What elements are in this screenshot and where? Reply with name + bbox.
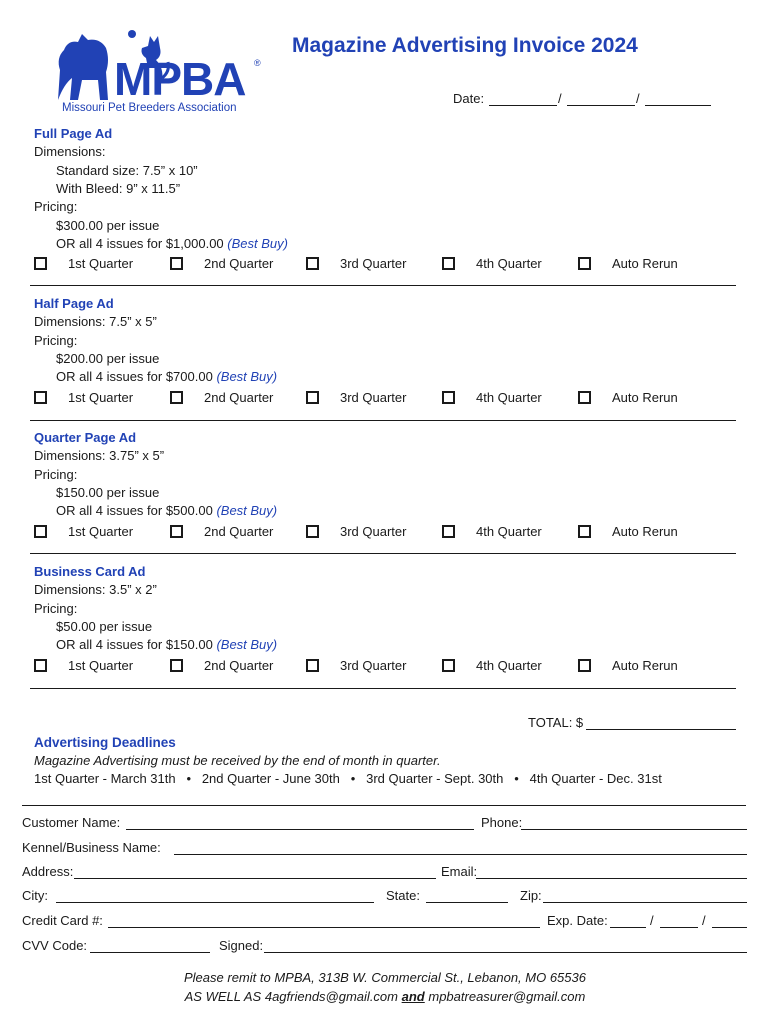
- checkbox-4th-quarter[interactable]: [442, 257, 455, 270]
- customer-name-label: Customer Name:: [22, 815, 121, 830]
- per-issue-price: $200.00 per issue: [56, 350, 160, 366]
- date-sep-2: /: [636, 91, 640, 106]
- logo-subtitle: Missouri Pet Breeders Association: [62, 102, 237, 114]
- option-auto-rerun-label: Auto Rerun: [612, 256, 678, 272]
- phone-field[interactable]: [521, 829, 747, 830]
- option-4th-quarter-label: 4th Quarter: [476, 657, 542, 673]
- option-2nd-quarter-label: 2nd Quarter: [204, 389, 274, 405]
- dimensions-label: Dimensions: 7.5” x 5”: [34, 314, 157, 330]
- footer-and: and: [401, 989, 425, 1004]
- footer-email-2: mpbatreasurer@gmail.com: [428, 989, 586, 1004]
- option-2nd-quarter-label: 2nd Quarter: [204, 657, 274, 673]
- date-day-field[interactable]: [567, 105, 635, 106]
- ad-heading: Full Page Ad: [34, 126, 113, 141]
- all-issues-price: [56, 236, 288, 251]
- kennel-label: Kennel/Business Name:: [22, 840, 161, 855]
- exp-year-field[interactable]: [712, 927, 747, 928]
- checkbox-2nd-quarter[interactable]: [170, 257, 183, 270]
- option-auto-rerun-label: Auto Rerun: [612, 389, 678, 405]
- checkbox-auto-rerun[interactable]: [578, 659, 591, 672]
- all-issues-price: [56, 503, 277, 518]
- date-label: Date:: [453, 91, 485, 106]
- state-field[interactable]: [426, 902, 508, 903]
- address-label: Address:: [22, 864, 74, 879]
- best-buy-tag: (Best Buy): [216, 369, 278, 385]
- option-1st-quarter-label: 1st Quarter: [68, 256, 134, 272]
- email-field[interactable]: [476, 878, 747, 879]
- credit-card-label: Credit Card #:: [22, 913, 103, 928]
- pricing-label: Pricing:: [34, 466, 78, 482]
- exp-date-label: Exp. Date:: [547, 913, 608, 928]
- logo-letters: MPBA: [114, 53, 246, 105]
- exp-sep-1: /: [650, 913, 654, 928]
- exp-month-field[interactable]: [610, 927, 646, 928]
- all-issues-price: [56, 637, 277, 652]
- total-field[interactable]: [586, 729, 736, 730]
- city-field[interactable]: [56, 902, 374, 903]
- customer-name-field[interactable]: [126, 829, 474, 830]
- checkbox-4th-quarter[interactable]: [442, 659, 455, 672]
- registered-mark: ®: [254, 58, 261, 68]
- footer-email-1: AS WELL AS 4agfriends@gmail.com: [184, 989, 398, 1004]
- logo: [52, 28, 272, 118]
- checkbox-3rd-quarter[interactable]: [306, 659, 319, 672]
- option-3rd-quarter-label: 3rd Quarter: [340, 523, 407, 539]
- date-sep-1: /: [558, 91, 562, 106]
- checkbox-2nd-quarter[interactable]: [170, 391, 183, 404]
- state-label: State:: [386, 888, 420, 903]
- all-issues-text: OR all 4 issues for $150.00: [56, 637, 213, 653]
- checkbox-4th-quarter[interactable]: [442, 525, 455, 538]
- section-divider: [30, 688, 736, 689]
- all-issues-price: [56, 369, 277, 384]
- total-row: [528, 715, 738, 733]
- zip-label: Zip:: [520, 888, 542, 903]
- signed-label: Signed:: [219, 938, 264, 953]
- zip-field[interactable]: [543, 902, 747, 903]
- address-field[interactable]: [74, 878, 436, 879]
- date-row: [453, 91, 713, 109]
- per-issue-price: $50.00 per issue: [56, 618, 153, 634]
- best-buy-tag: (Best Buy): [227, 235, 288, 251]
- checkbox-1st-quarter[interactable]: [34, 659, 47, 672]
- checkbox-1st-quarter[interactable]: [34, 257, 47, 270]
- deadlines-heading: Advertising Deadlines: [34, 735, 176, 750]
- checkbox-auto-rerun[interactable]: [578, 525, 591, 538]
- page-title: Magazine Advertising Invoice 2024: [292, 34, 638, 57]
- option-1st-quarter-label: 1st Quarter: [68, 523, 134, 539]
- option-1st-quarter-label: 1st Quarter: [68, 657, 134, 673]
- best-buy-tag: (Best Buy): [216, 503, 278, 519]
- section-divider: [30, 420, 736, 421]
- checkbox-1st-quarter[interactable]: [34, 391, 47, 404]
- checkbox-2nd-quarter[interactable]: [170, 525, 183, 538]
- date-month-field[interactable]: [489, 105, 557, 106]
- cvv-field[interactable]: [90, 952, 210, 953]
- footer-remit: Please remit to MPBA, 313B W. Commercial St., Lebanon, MO 65536: [184, 970, 586, 985]
- option-3rd-quarter-label: 3rd Quarter: [340, 256, 407, 272]
- pricing-label: Pricing:: [34, 332, 78, 348]
- checkbox-3rd-quarter[interactable]: [306, 391, 319, 404]
- date-year-field[interactable]: [645, 105, 711, 106]
- option-auto-rerun-label: Auto Rerun: [612, 657, 678, 673]
- credit-card-field[interactable]: [108, 927, 540, 928]
- best-buy-tag: (Best Buy): [216, 637, 278, 653]
- deadlines-note: Magazine Advertising must be received by the end of month in quarter.: [34, 753, 441, 768]
- checkbox-3rd-quarter[interactable]: [306, 257, 319, 270]
- email-label: Email:: [441, 864, 478, 879]
- pricing-label: Pricing:: [34, 199, 78, 215]
- section-divider: [30, 553, 736, 554]
- checkbox-2nd-quarter[interactable]: [170, 659, 183, 672]
- ad-heading: Business Card Ad: [34, 564, 146, 579]
- footer: [0, 968, 770, 1006]
- per-issue-price: $150.00 per issue: [56, 484, 160, 500]
- exp-day-field[interactable]: [660, 927, 698, 928]
- phone-label: Phone:: [481, 815, 523, 830]
- dimensions-label: Dimensions: 3.5” x 2”: [34, 582, 157, 598]
- ad-heading: Half Page Ad: [34, 296, 114, 311]
- deadlines-schedule: 1st Quarter - March 31th • 2nd Quarter - June 30th • 3rd Quarter - Sept. 30th • 4th Quarter - Dec. 31st: [34, 771, 662, 786]
- option-3rd-quarter-label: 3rd Quarter: [340, 657, 407, 673]
- checkbox-3rd-quarter[interactable]: [306, 525, 319, 538]
- option-4th-quarter-label: 4th Quarter: [476, 523, 542, 539]
- pricing-label: Pricing:: [34, 600, 78, 616]
- all-issues-text: OR all 4 issues for $700.00: [56, 369, 213, 385]
- option-auto-rerun-label: Auto Rerun: [612, 523, 678, 539]
- checkbox-auto-rerun[interactable]: [578, 391, 591, 404]
- dimension-line: Standard size: 7.5” x 10”: [56, 162, 198, 178]
- section-divider: [30, 285, 736, 286]
- option-2nd-quarter-label: 2nd Quarter: [204, 523, 274, 539]
- total-label: TOTAL: $: [528, 715, 584, 730]
- form-divider: [22, 805, 746, 806]
- ad-heading: Quarter Page Ad: [34, 430, 137, 445]
- checkbox-4th-quarter[interactable]: [442, 391, 455, 404]
- footer-emails: [0, 987, 770, 1006]
- all-issues-text: OR all 4 issues for $1,000.00: [56, 235, 224, 251]
- option-3rd-quarter-label: 3rd Quarter: [340, 389, 407, 405]
- city-label: City:: [22, 888, 48, 903]
- exp-sep-2: /: [702, 913, 706, 928]
- checkbox-auto-rerun[interactable]: [578, 257, 591, 270]
- option-4th-quarter-label: 4th Quarter: [476, 256, 542, 272]
- cvv-label: CVV Code:: [22, 938, 88, 953]
- checkbox-1st-quarter[interactable]: [34, 525, 47, 538]
- option-4th-quarter-label: 4th Quarter: [476, 389, 542, 405]
- dimensions-label: Dimensions: 3.75” x 5”: [34, 448, 165, 464]
- option-1st-quarter-label: 1st Quarter: [68, 389, 134, 405]
- kennel-field[interactable]: [174, 854, 747, 855]
- option-2nd-quarter-label: 2nd Quarter: [204, 256, 274, 272]
- signature-field[interactable]: [264, 952, 747, 953]
- per-issue-price: $300.00 per issue: [56, 217, 160, 233]
- dimension-line: With Bleed: 9” x 11.5”: [56, 180, 181, 196]
- all-issues-text: OR all 4 issues for $500.00: [56, 503, 213, 519]
- dimensions-label: Dimensions:: [34, 144, 106, 160]
